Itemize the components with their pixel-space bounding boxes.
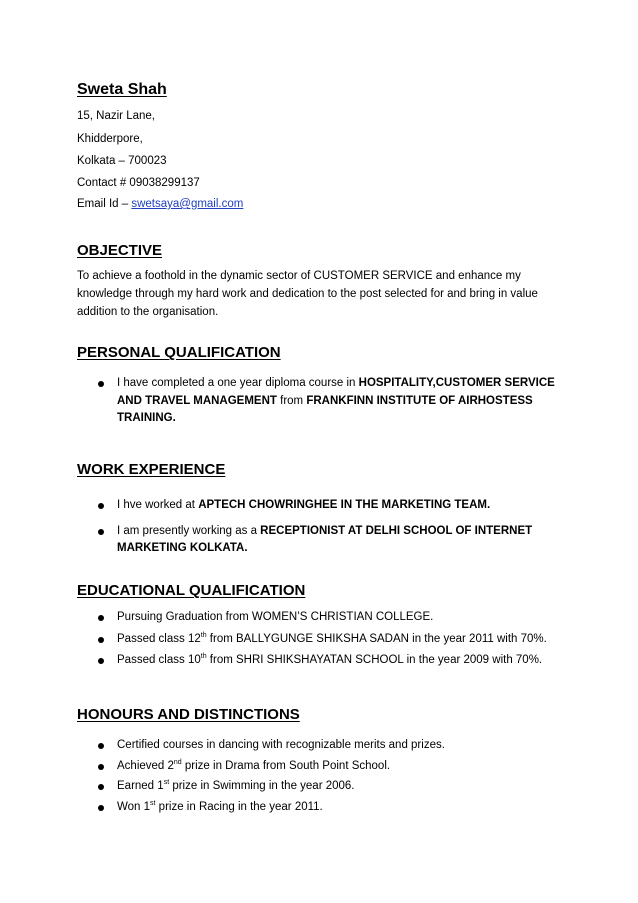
honours-heading: HONOURS AND DISTINCTIONS [77, 706, 300, 723]
bullet-icon [98, 615, 104, 621]
objective-heading: OBJECTIVE [77, 242, 163, 259]
bullet-icon [98, 764, 104, 770]
list-item: Certified courses in dancing with recognizable merits and prizes. [77, 737, 567, 755]
bullet-icon [98, 381, 104, 387]
bullet-icon [98, 503, 104, 509]
list-item: Passed class 10th from SHRI SHIKSHAYATAN SCHOOL in the year 2009 with 70%. [77, 652, 567, 670]
education-heading: EDUCATIONAL QUALIFICATION [77, 582, 306, 599]
personal-qualification-heading: PERSONAL QUALIFICATION [77, 344, 281, 361]
list-item: I hve worked at APTECH CHOWRINGHEE IN THE MARKETING TEAM. [77, 497, 567, 515]
objective-text [77, 267, 572, 321]
personal-qualification-list [77, 375, 567, 428]
bullet-icon [98, 637, 104, 643]
bullet-icon [98, 805, 104, 811]
bullet-icon [98, 784, 104, 790]
address-line-1: 15, Nazir Lane, [77, 110, 155, 122]
objective-line-1: To achieve a foothold in the dynamic sector of CUSTOMER SERVICE and enhance my [77, 270, 521, 282]
list-item: Won 1st prize in Racing in the year 2011. [77, 799, 567, 817]
email-label: Email Id – [77, 198, 132, 210]
education-list [77, 609, 567, 670]
objective-line-2: knowledge through my hard work and dedication to the post selected for and bring in value [77, 288, 538, 300]
email-link[interactable]: swetsaya@gmail.com [131, 198, 244, 210]
address-line-2: Khidderpore, [77, 133, 143, 145]
email-row [77, 198, 243, 210]
address-line-3: Kolkata – 700023 [77, 155, 167, 167]
work-experience-list [77, 497, 567, 558]
bullet-icon [98, 658, 104, 664]
list-item: Earned 1st prize in Swimming in the year 2006. [77, 778, 567, 796]
bullet-icon [98, 529, 104, 535]
candidate-name: Sweta Shah [77, 81, 167, 98]
bullet-icon [98, 743, 104, 749]
work-experience-heading: WORK EXPERIENCE [77, 461, 226, 478]
list-item: Achieved 2nd prize in Drama from South Point School. [77, 758, 567, 776]
objective-line-3: addition to the organisation. [77, 306, 219, 318]
contact-number: Contact # 09038299137 [77, 177, 200, 189]
list-item: Pursuing Graduation from WOMEN’S CHRISTIAN COLLEGE. [77, 609, 567, 627]
honours-list [77, 737, 567, 816]
list-item: Passed class 12th from BALLYGUNGE SHIKSHA SADAN in the year 2011 with 70%. [77, 631, 567, 649]
list-item: I have completed a one year diploma course in HOSPITALITY,CUSTOMER SERVICE AND TRAVEL MANAGEMENT from FRANKFINN INSTITUTE OF AIRHOSTESS TRAINING. [77, 375, 567, 428]
list-item: I am presently working as a RECEPTIONIST AT DELHI SCHOOL OF INTERNET MARKETING KOLKATA. [77, 523, 567, 558]
